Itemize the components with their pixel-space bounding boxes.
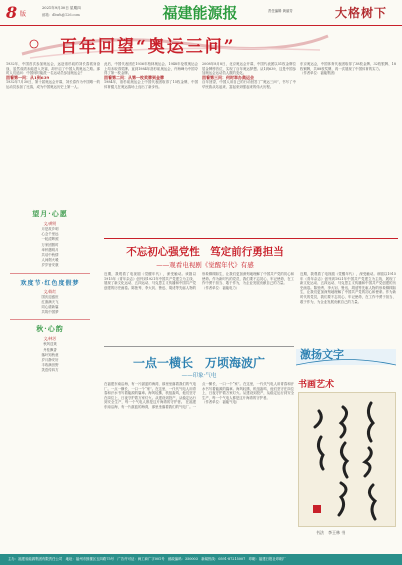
feature-headline: 百年回望“奥运三问” [60, 37, 236, 57]
feature-banner [20, 30, 330, 60]
article-divider [104, 346, 294, 347]
editor-line: 责任编辑 黄丽芳 [268, 9, 293, 13]
poem2-body [4, 295, 96, 316]
poem-line: 红旗满天飞 [41, 299, 59, 304]
top-article-col-3 [202, 62, 296, 234]
middle-article-subtitle: ——观看电视剧《觉醒年代》有感 [156, 261, 254, 269]
top-article-col-4 [300, 62, 396, 234]
poem-line: 同心谱新篇 [41, 305, 59, 310]
bottom-article-byline: （作者单位：福能气电） [202, 400, 240, 405]
poem-line: 秋风送爽 [43, 342, 57, 347]
poem-line: 月是故乡明 [41, 227, 59, 231]
top-article-col-1 [6, 62, 100, 202]
poetry-sidebar [4, 205, 96, 560]
top-article-col3-body: 百年回望，中国人用自己的行动回答了“奥运三问”，书写了中华民族从站起来、富起来到强起来的伟大历程。 [202, 80, 296, 89]
middle-article-continued-text: 近期，我观看了电视剧《觉醒年代》，深受触动。该剧以1915年《青年杂志》创刊到1921年中国共产党建立为主线，展现了新文化运动、五四运动、马克思主义传播和中国共产党创建的历史画卷。陈独秀、李大钊、鲁迅、胡适等先驱人物的形象栩栩如生，让我们更加深刻地理解了中国共产党的初心和使命。作为新时代的党员，我们要不忘初心、牢记使命，在工作中勇于担当、敢于作为，为企业发展贡献自己的力量。 [300, 272, 396, 304]
middle-article-title: 不忘初心强党性 笃定前行勇担当 [126, 246, 284, 258]
bottom-article-text: 在福建东南沿海，有一片湛蓝的海湾，那里坐落着我们的气电厂。一点一横长，一口一个“家”。在这里，一代代气电人用青春和汗水书写着能源的篇章。海风轻拂，机组轰鸣，他们坚守在岗位上，日夜守护着万家灯火。从建设到投产，从稳定运行到安全生产，每一个气电人都是这片海湾的守护者。 [104, 382, 196, 405]
page-footer: 主办：福建省能源集团有限责任公司 地址：福州市鼓楼区五四路75号 广告许可证：闽工商广字001号 邮政编码：350003 新闻热线：0591-87215007 印刷：福建日报社印刷厂 [0, 554, 402, 565]
top-article-col-2 [104, 62, 198, 234]
poem-line: 共筑中国梦 [41, 310, 59, 315]
top-article-col2-body: 1984年，洛杉矶奥运会上中国代表团取得了15枚金牌，中国体育健儿在奥运赛场上迈出了新步伐。 [104, 80, 198, 89]
poem-line: 一轮清辉照 [41, 237, 59, 242]
bottom-article-text-cont: 在福建东南沿海，有一片湛蓝的海湾，那里坐落着我们的气电厂。一点一横长，一口一个“家”。在这里，一代代气电人用青春和汗水书写着能源的篇章。海风轻拂，机组轰鸣，他们坚守在岗位上，日夜守护着万家灯火。从建设到投产，从稳定运行到安全生产，每一个气电人都是这片海湾的守护者。 [104, 382, 294, 409]
poem3-title: 秋·心韵 [36, 324, 64, 334]
poem-line: 岁月静安好 [41, 358, 59, 363]
calligraphy-brush-strokes [299, 393, 397, 528]
poem3-author: 文/林芳 [43, 336, 57, 342]
top-article-col1-body: 1932年7月30日，第十届奥运会开幕，刘长春作为中国唯一的运动员参加了比赛，成为中国奥运历史上第一人。 [6, 80, 100, 89]
newspaper-masthead: 福建能源报 [162, 4, 238, 22]
top-article-col4-text: 东京奥运会，中国体育代表团取得了38枚金牌、32枚银牌、18枚铜牌，共88枚奖牌，再一次展现了中国体育的实力。 [300, 62, 396, 71]
middle-article-continued [300, 272, 396, 342]
sidebar-divider [10, 273, 90, 274]
poem-line: 国庆迎盛世 [41, 294, 59, 299]
top-article-col1-text: 1932年，中国首次参加奥运会，远赴洛杉矶的刘长春孤身奋战，虽然成绩未能进入决赛，却开启了中国人的奥运之路。那时人们追问：中国何时能派一名运动员参加奥运会？ [6, 62, 100, 76]
calligraphy-artwork [298, 392, 396, 527]
sidebar-divider [10, 319, 90, 320]
issue-email: 邮箱：dhwh@126.com [42, 13, 80, 17]
page-header [0, 0, 402, 26]
poem1-title: 望月·心愿 [32, 209, 68, 218]
poem-line: 丹桂飘香 [43, 347, 57, 352]
calligraphy-caption: 书法 李王林 书 [316, 530, 346, 535]
page-number: 8 [6, 3, 18, 22]
top-article-col2-text: 此后，中国代表团在1936年柏林奥运会、1948年伦敦奥运会上均未取得奖牌。直到1984年洛杉矶奥运会，许海峰为中国夺得了第一枚金牌。 [104, 62, 198, 76]
middle-article-byline: （作者单位：福能电力） [202, 285, 240, 290]
poem-line: 岁岁皆安康 [41, 263, 59, 268]
page-label: 版 [20, 11, 27, 18]
poem-line: 万家团圆时 [41, 242, 59, 247]
calligraphy-section-title: 书画艺术 [298, 380, 335, 390]
poem-line: 丰收满田野 [41, 363, 59, 368]
poem3-body [4, 342, 96, 373]
top-article-col3-text: 2008年8月8日，北京奥运会开幕，中国代表团以51枚金牌位居金牌榜首位，实现了百年奥运梦想。从1到639，这是中国参加奥运会运动员人数的变化。 [202, 62, 296, 76]
bottom-article-body [104, 382, 294, 550]
poem-line: 举杯邀明月 [41, 247, 59, 252]
bottom-article-subtitle: ——印象·气电 [181, 373, 217, 379]
article-divider [104, 238, 398, 239]
middle-article-text: 近期，我观看了电视剧《觉醒年代》，深受触动。该剧以1915年《青年杂志》创刊到1921年中国共产党建立为主线，展现了新文化运动、五四运动、马克思主义传播和中国共产党创建的历史画卷。陈独秀、李大钊、鲁迅、胡适等先驱人物的形象栩栩如生，让我们更加深刻地理解了中国共产党的初心和使命。作为新时代的党员，我们要不忘初心、牢记使命，在工作中勇于担当、敢于作为，为企业发展贡献自己的力量。 [104, 272, 294, 290]
poem-line: 心念千里远 [41, 232, 59, 237]
section-title: 大格树下 [335, 6, 388, 20]
poem-line: 落叶知秋意 [41, 352, 59, 357]
bottom-article-title: 一点一横长 万顷海波广 [132, 356, 265, 370]
top-article-col1-heading: 回看第一问：从1到639 [6, 74, 50, 80]
promo-heading: 激扬文字 [300, 348, 344, 361]
poem2-author: 文/陈红 [43, 288, 57, 294]
top-article-col2-heading: 回看第二问：从第一枚奖牌到金牌 [104, 74, 164, 80]
poem-line: 人间烟火暖 [41, 258, 59, 263]
poem1-body [4, 227, 96, 269]
poem-line: 笑语传四方 [41, 368, 59, 373]
poem-line: 共话中秋情 [41, 253, 59, 258]
poem2-title: 欢度节·红色度假梦 [20, 279, 80, 287]
issue-date: 2021年9月30日 星期四 [42, 6, 81, 10]
top-article-byline: （作者单位：福能集团） [300, 71, 338, 76]
middle-article-body [104, 272, 294, 342]
top-article-col3-heading: 回看第三问：何时举办奥运会 [202, 74, 254, 80]
poem1-author: 文/黄明 [43, 221, 57, 226]
